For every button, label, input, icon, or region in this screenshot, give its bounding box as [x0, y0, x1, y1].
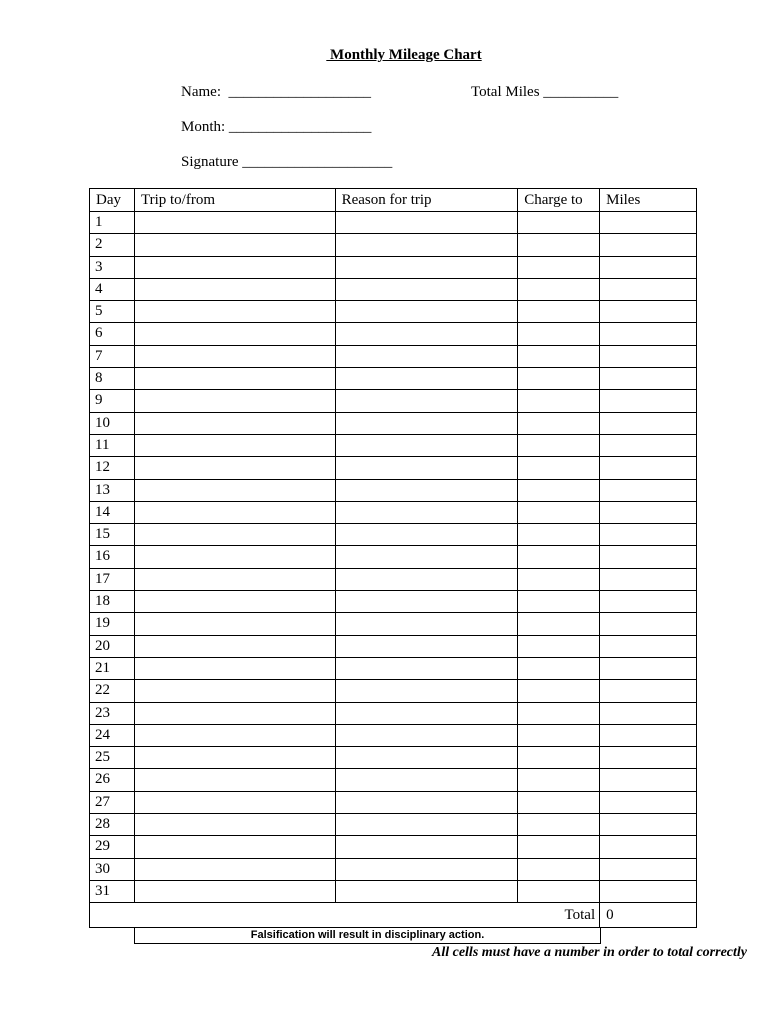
charge-cell[interactable] — [518, 434, 600, 456]
day-number: 2 — [90, 234, 135, 256]
day-number: 16 — [90, 546, 135, 568]
day-number: 15 — [90, 524, 135, 546]
miles-cell[interactable] — [600, 880, 697, 902]
reason-cell[interactable] — [335, 702, 518, 724]
miles-cell[interactable] — [600, 479, 697, 501]
table-row — [90, 613, 697, 635]
table-row — [90, 524, 697, 546]
table-row — [90, 368, 697, 390]
miles-cell[interactable] — [600, 256, 697, 278]
miles-cell[interactable] — [600, 234, 697, 256]
day-number: 4 — [90, 278, 135, 300]
charge-cell[interactable] — [518, 591, 600, 613]
charge-cell[interactable] — [518, 524, 600, 546]
day-number: 27 — [90, 791, 135, 813]
trip-cell[interactable] — [134, 234, 335, 256]
miles-cell[interactable] — [600, 278, 697, 300]
reason-cell[interactable] — [335, 524, 518, 546]
reason-cell[interactable] — [335, 368, 518, 390]
miles-cell[interactable] — [600, 434, 697, 456]
trip-cell[interactable] — [134, 858, 335, 880]
charge-cell[interactable] — [518, 368, 600, 390]
miles-cell[interactable] — [600, 390, 697, 412]
miles-cell[interactable] — [600, 613, 697, 635]
table-row — [90, 747, 697, 769]
day-number: 7 — [90, 345, 135, 367]
day-number: 23 — [90, 702, 135, 724]
charge-cell[interactable] — [518, 546, 600, 568]
miles-cell[interactable] — [600, 501, 697, 523]
charge-cell[interactable] — [518, 724, 600, 746]
day-number: 22 — [90, 680, 135, 702]
day-number: 18 — [90, 591, 135, 613]
trip-cell[interactable] — [134, 479, 335, 501]
table-row — [90, 345, 697, 367]
header-miles: Miles — [600, 189, 697, 212]
reason-cell[interactable] — [335, 234, 518, 256]
trip-cell[interactable] — [134, 412, 335, 434]
miles-cell[interactable] — [600, 680, 697, 702]
charge-cell[interactable] — [518, 858, 600, 880]
reason-cell[interactable] — [335, 657, 518, 679]
table-row — [90, 791, 697, 813]
trip-cell[interactable] — [134, 278, 335, 300]
reason-cell[interactable] — [335, 278, 518, 300]
falsification-notice: Falsification will result in disciplinary action. — [134, 928, 601, 944]
trip-cell[interactable] — [134, 368, 335, 390]
table-row — [90, 234, 697, 256]
reason-cell[interactable] — [335, 323, 518, 345]
table-row — [90, 256, 697, 278]
table-row — [90, 680, 697, 702]
signature-field[interactable]: Signature ____________________ — [181, 154, 393, 170]
day-number: 17 — [90, 568, 135, 590]
table-row — [90, 769, 697, 791]
charge-cell[interactable] — [518, 345, 600, 367]
charge-cell[interactable] — [518, 323, 600, 345]
charge-cell[interactable] — [518, 234, 600, 256]
miles-cell[interactable] — [600, 836, 697, 858]
charge-cell[interactable] — [518, 278, 600, 300]
charge-cell[interactable] — [518, 479, 600, 501]
mileage-table — [89, 188, 697, 928]
miles-cell[interactable] — [600, 524, 697, 546]
trip-cell[interactable] — [134, 301, 335, 323]
miles-cell[interactable] — [600, 546, 697, 568]
day-number: 21 — [90, 657, 135, 679]
header-day: Day — [90, 189, 135, 212]
day-number: 13 — [90, 479, 135, 501]
charge-cell[interactable] — [518, 635, 600, 657]
trip-cell[interactable] — [134, 256, 335, 278]
name-field[interactable]: Name: ___________________ — [181, 84, 371, 100]
miles-cell[interactable] — [600, 657, 697, 679]
reason-cell[interactable] — [335, 345, 518, 367]
reason-cell[interactable] — [335, 212, 518, 234]
trip-cell[interactable] — [134, 501, 335, 523]
charge-cell[interactable] — [518, 390, 600, 412]
reason-cell[interactable] — [335, 858, 518, 880]
header-charge: Charge to — [518, 189, 600, 212]
table-row — [90, 657, 697, 679]
miles-cell[interactable] — [600, 791, 697, 813]
charge-cell[interactable] — [518, 791, 600, 813]
reason-cell[interactable] — [335, 613, 518, 635]
day-number: 6 — [90, 323, 135, 345]
table-row — [90, 858, 697, 880]
trip-cell[interactable] — [134, 345, 335, 367]
day-number: 26 — [90, 769, 135, 791]
table-row — [90, 880, 697, 902]
day-number: 8 — [90, 368, 135, 390]
miles-cell[interactable] — [600, 702, 697, 724]
month-field[interactable]: Month: ___________________ — [181, 119, 372, 135]
header-trip: Trip to/from — [134, 189, 335, 212]
charge-cell[interactable] — [518, 613, 600, 635]
charge-cell[interactable] — [518, 568, 600, 590]
reason-cell[interactable] — [335, 568, 518, 590]
table-row — [90, 457, 697, 479]
form-title: Monthly Mileage Chart — [326, 47, 482, 63]
table-row — [90, 323, 697, 345]
footnote: All cells must have a number in order to total correctly — [432, 945, 747, 960]
day-number: 11 — [90, 434, 135, 456]
charge-cell[interactable] — [518, 702, 600, 724]
charge-cell[interactable] — [518, 814, 600, 836]
miles-cell[interactable] — [600, 368, 697, 390]
trip-cell[interactable] — [134, 323, 335, 345]
trip-cell[interactable] — [134, 434, 335, 456]
table-row — [90, 412, 697, 434]
day-number: 14 — [90, 501, 135, 523]
reason-cell[interactable] — [335, 880, 518, 902]
miles-cell[interactable] — [600, 858, 697, 880]
total-value: 0 — [600, 903, 697, 928]
reason-cell[interactable] — [335, 836, 518, 858]
day-number: 31 — [90, 880, 135, 902]
trip-cell[interactable] — [134, 390, 335, 412]
trip-cell[interactable] — [134, 814, 335, 836]
day-number: 30 — [90, 858, 135, 880]
trip-cell[interactable] — [134, 769, 335, 791]
table-row — [90, 702, 697, 724]
reason-cell[interactable] — [335, 791, 518, 813]
day-number: 12 — [90, 457, 135, 479]
miles-cell[interactable] — [600, 769, 697, 791]
table-row — [90, 212, 697, 234]
table-row — [90, 301, 697, 323]
miles-cell[interactable] — [600, 568, 697, 590]
miles-cell[interactable] — [600, 323, 697, 345]
day-number: 25 — [90, 747, 135, 769]
miles-cell[interactable] — [600, 814, 697, 836]
miles-cell[interactable] — [600, 212, 697, 234]
miles-cell[interactable] — [600, 635, 697, 657]
reason-cell[interactable] — [335, 635, 518, 657]
trip-cell[interactable] — [134, 568, 335, 590]
reason-cell[interactable] — [335, 501, 518, 523]
charge-cell[interactable] — [518, 212, 600, 234]
miles-cell[interactable] — [600, 724, 697, 746]
miles-cell[interactable] — [600, 412, 697, 434]
day-number: 20 — [90, 635, 135, 657]
reason-cell[interactable] — [335, 680, 518, 702]
charge-cell[interactable] — [518, 680, 600, 702]
reason-cell[interactable] — [335, 412, 518, 434]
trip-cell[interactable] — [134, 680, 335, 702]
trip-cell[interactable] — [134, 524, 335, 546]
charge-cell[interactable] — [518, 301, 600, 323]
table-row — [90, 278, 697, 300]
total-miles-field[interactable]: Total Miles __________ — [471, 84, 619, 100]
reason-cell[interactable] — [335, 724, 518, 746]
charge-cell[interactable] — [518, 769, 600, 791]
day-number: 19 — [90, 613, 135, 635]
miles-cell[interactable] — [600, 345, 697, 367]
charge-cell[interactable] — [518, 501, 600, 523]
day-number: 28 — [90, 814, 135, 836]
trip-cell[interactable] — [134, 657, 335, 679]
day-number: 9 — [90, 390, 135, 412]
charge-cell[interactable] — [518, 880, 600, 902]
table-row — [90, 591, 697, 613]
reason-cell[interactable] — [335, 301, 518, 323]
table-row — [90, 724, 697, 746]
reason-cell[interactable] — [335, 390, 518, 412]
trip-cell[interactable] — [134, 212, 335, 234]
day-rows — [90, 212, 697, 903]
table-row — [90, 546, 697, 568]
day-number: 24 — [90, 724, 135, 746]
charge-cell[interactable] — [518, 747, 600, 769]
reason-cell[interactable] — [335, 814, 518, 836]
total-label: Total — [90, 903, 600, 928]
trip-cell[interactable] — [134, 546, 335, 568]
day-number: 3 — [90, 256, 135, 278]
reason-cell[interactable] — [335, 256, 518, 278]
trip-cell[interactable] — [134, 724, 335, 746]
trip-cell[interactable] — [134, 613, 335, 635]
reason-cell[interactable] — [335, 434, 518, 456]
trip-cell[interactable] — [134, 747, 335, 769]
trip-cell[interactable] — [134, 880, 335, 902]
charge-cell[interactable] — [518, 457, 600, 479]
table-row — [90, 501, 697, 523]
reason-cell[interactable] — [335, 747, 518, 769]
trip-cell[interactable] — [134, 457, 335, 479]
table-header-row — [90, 189, 697, 212]
trip-cell[interactable] — [134, 791, 335, 813]
trip-cell[interactable] — [134, 635, 335, 657]
total-row — [90, 903, 697, 928]
table-row — [90, 635, 697, 657]
miles-cell[interactable] — [600, 747, 697, 769]
trip-cell[interactable] — [134, 591, 335, 613]
trip-cell[interactable] — [134, 836, 335, 858]
table-row — [90, 836, 697, 858]
day-number: 5 — [90, 301, 135, 323]
trip-cell[interactable] — [134, 702, 335, 724]
reason-cell[interactable] — [335, 546, 518, 568]
day-number: 10 — [90, 412, 135, 434]
table-row — [90, 568, 697, 590]
reason-cell[interactable] — [335, 591, 518, 613]
charge-cell[interactable] — [518, 836, 600, 858]
reason-cell[interactable] — [335, 769, 518, 791]
charge-cell[interactable] — [518, 657, 600, 679]
table-row — [90, 434, 697, 456]
miles-cell[interactable] — [600, 591, 697, 613]
day-number: 29 — [90, 836, 135, 858]
miles-cell[interactable] — [600, 301, 697, 323]
table-row — [90, 390, 697, 412]
header-reason: Reason for trip — [335, 189, 518, 212]
table-row — [90, 479, 697, 501]
day-number: 1 — [90, 212, 135, 234]
table-row — [90, 814, 697, 836]
reason-cell[interactable] — [335, 457, 518, 479]
reason-cell[interactable] — [335, 479, 518, 501]
charge-cell[interactable] — [518, 256, 600, 278]
miles-cell[interactable] — [600, 457, 697, 479]
charge-cell[interactable] — [518, 412, 600, 434]
